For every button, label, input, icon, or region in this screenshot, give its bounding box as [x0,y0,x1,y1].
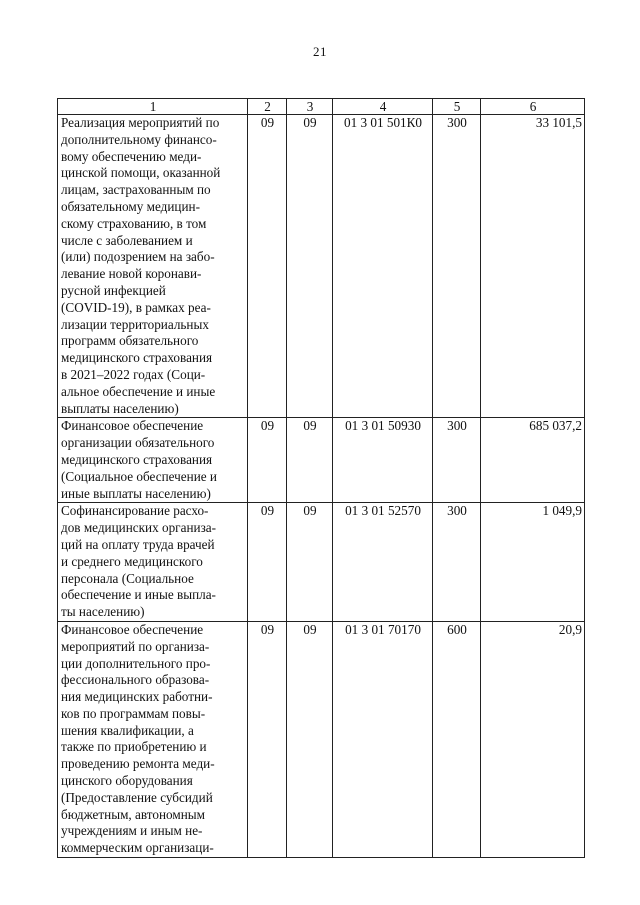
column-header-4: 4 [333,99,433,115]
row-expense-type: 600 [433,621,481,857]
row-section: 09 [248,115,287,418]
page-number: 21 [313,44,327,59]
row-name: Финансовое обеспечение мероприятий по организа- ции дополнительного про- фессионального образова- ния медицинских работни- ков по программам повы- шения квалификации, а также по приобретению и проведению ремонта меди- цинского оборудования (Предоставление субсидий бюджетным, автономным учреждениям и иным не- коммерческим организаци- [58,621,248,857]
column-header-1: 1 [58,99,248,115]
row-name: Реализация мероприятий по дополнительному финансо- вому обеспечению меди- цинской помощи, оказанной лицам, застрахованным по обязательному медицин- скому страхованию, в том числе с заболеванием и (или) подозрением на забо- левание новой коронави- русной инфекцией (COVID-19), в рамках реа- лизации территориальных программ обязательного медицинского страхования в 2021–2022 годах (Соци- альное обеспечение и иные выплаты населению) [58,115,248,418]
row-section: 09 [248,418,287,503]
row-target-article: 01 3 01 50930 [333,418,433,503]
row-target-article: 01 3 01 70170 [333,621,433,857]
column-header-3: 3 [287,99,333,115]
row-subsection: 09 [287,503,333,622]
column-header-6: 6 [481,99,585,115]
row-section: 09 [248,621,287,857]
row-subsection: 09 [287,115,333,418]
row-amount: 685 037,2 [481,418,585,503]
row-subsection: 09 [287,418,333,503]
row-expense-type: 300 [433,115,481,418]
row-subsection: 09 [287,621,333,857]
budget-table [57,98,585,858]
row-amount: 33 101,5 [481,115,585,418]
row-target-article: 01 3 01 501К0 [333,115,433,418]
column-header-2: 2 [248,99,287,115]
table-row [58,418,585,503]
row-section: 09 [248,503,287,622]
table-header-row [58,99,585,115]
row-name: Софинансирование расхо- дов медицинских организа- ций на оплату труда врачей и среднего медицинского персонала (Социальное обеспечение и иные выпла- ты населению) [58,503,248,622]
table-row [58,115,585,418]
row-target-article: 01 3 01 52570 [333,503,433,622]
column-header-5: 5 [433,99,481,115]
row-expense-type: 300 [433,418,481,503]
table-row [58,503,585,622]
row-expense-type: 300 [433,503,481,622]
row-amount: 20,9 [481,621,585,857]
row-name: Финансовое обеспечение организации обязательного медицинского страхования (Социальное обеспечение и иные выплаты населению) [58,418,248,503]
table-row [58,621,585,857]
row-amount: 1 049,9 [481,503,585,622]
